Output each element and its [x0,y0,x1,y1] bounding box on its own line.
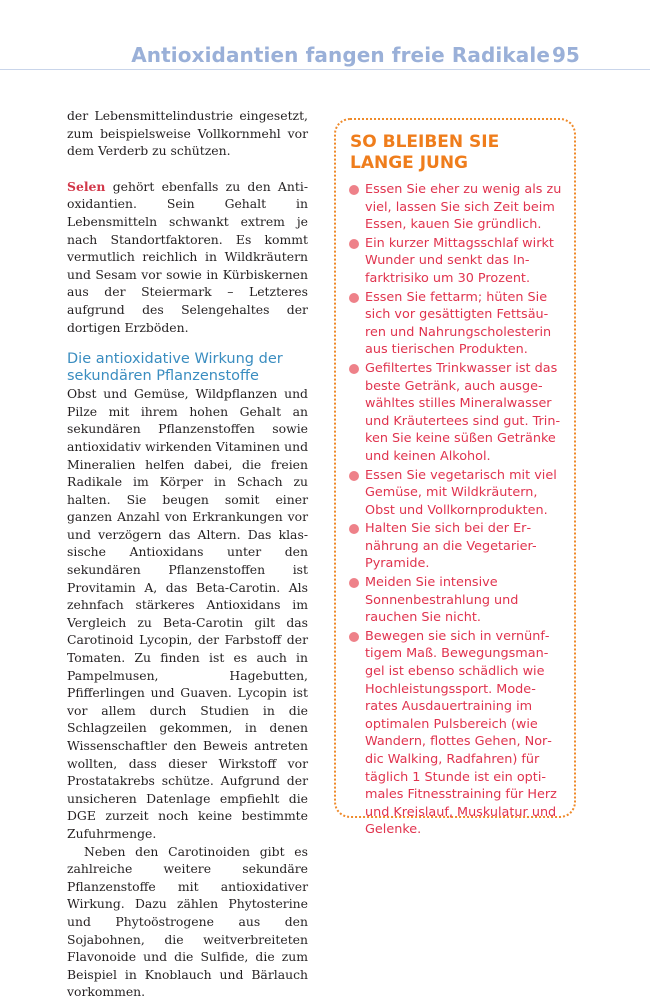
tip-item [349,574,563,627]
tip-text: Halten Sie sich bei der Ernährung an die Vegetarier-Pyramide. [365,521,537,572]
tip-item [349,181,563,234]
bullet-dot-icon [349,364,359,374]
tip-box-title: SO BLEIBEN SIE LANGE JUNG [350,132,500,173]
tip-box [334,118,576,838]
tip-text: Meiden Sie intensive Sonnenbestrahlung und rauchen Sie nicht. [365,575,519,626]
paragraph-pflanzenstoffe: Obst und Gemüse, Wildpflanzen und Pilze mit ihrem hohen Gehalt an sekundären Pflanzenstoffen sowie antioxidativ wirkenden Vitaminen und Mineralien helfen dabei, die freien Radikale im Körper in Schach zu halten. Sie beugen somit einer ganzen Anzahl von Erkrankungen vor und verzögern das Altern. Das klassische Antioxidans unter den sekundären Pflanzenstoffen ist Provitamin A, das Beta-Carotin. Als zehnfach stärkeres Antioxidans im Vergleich zu Beta-Carotin gilt das Carotinoid Lycopin, der Farbstoff der Tomaten. Zu finden ist es auch in Pampelmusen, Hagebutten, Pfifferlingen und Guaven. Lycopin ist vor allem durch Studien in die Schlagzeilen gekommen, in denen Wissenschaftler den Beweis antreten wollten, dass dieser Wirkstoff vor Prostatakrebs schütze. Aufgrund der unsicheren Datenlage empfiehlt die DGE zurzeit noch keine bestimmte Zufuhrmenge. [67,386,308,841]
paragraph-selen [67,178,308,336]
tip-text: Essen Sie fettarm; hüten Sie sich vor gesättigten Fettsäuren und Nahrungscholesterin aus tierischen Produkten. [365,289,552,358]
paragraph-continued: der Lebensmittelindustrie eingesetzt, zum beispielsweise Vollkornmehl vor dem Verderb zu schützen. [67,108,308,159]
bullet-dot-icon [349,524,359,534]
tip-text: Essen Sie vegetarisch mit viel Gemüse, mit Wildkräutern, Obst und Vollkornprodukten. [365,467,557,518]
page-number: 95 [552,43,580,67]
tip-text: Essen Sie eher zu wenig als zu viel, lassen Sie sich Zeit beim Essen, kauen Sie gründlich. [365,182,562,233]
bullet-dot-icon [349,239,359,249]
tip-item [349,235,563,288]
paragraph-spacer [67,160,308,178]
keyword-selen: Selen [67,178,106,194]
tip-item [349,360,563,466]
tip-text: Bewegen sie sich in vernünftigem Maß. Bewegungsmangel ist ebenso schädlich wie Hochleistungssport. Moderates Ausdauertraining im optimalen Pulsbereich (wie Wandern, flottes Gehen, Nordic Walking, Radfahren) für täglich 1 Stunde ist ein optimales Fitnesstraining für Herz und Kreislauf, Muskulatur und Gelenke. [365,628,557,838]
tip-item [349,467,563,520]
paragraph-carotinoide: Neben den Carotinoiden gibt es zahlreiche weitere sekundäre Pflanzenstoffe mit antioxidativer Wirkung. Dazu zählen Phytosterine und Phytoöstrogene aus den Sojabohnen, die weitverbreiteten Flavonoide und die Sulfide, die zum Beispiel in Knoblauch und Bärlauch vorkommen. [67,843,308,1000]
running-head-title: Antioxidantien fangen freie Radikale [131,43,550,67]
tip-text: Ein kurzer Mittagsschlaf wirkt Wunder und senkt das Infarktrisiko um 30 Prozent. [365,235,554,286]
tip-text: Gefiltertes Trinkwasser ist das beste Getränk, auch ausgewähltes stilles Mineralwasser und Kräutertees sind gut. Trinken Sie keine süßen Getränke und keinen Alkohol. [365,360,561,464]
bullet-dot-icon [349,293,359,303]
tip-list [349,181,563,840]
bullet-dot-icon [349,632,359,642]
bullet-dot-icon [349,578,359,588]
main-text-column [67,107,308,1001]
bullet-dot-icon [349,471,359,481]
page-header [0,0,650,70]
tip-item [349,628,563,839]
section-heading: Die antioxidative Wirkung der sekundären Pflanzenstoffe [67,351,283,385]
tip-item [349,289,563,359]
bullet-dot-icon [349,185,359,195]
paragraph-selen-text: gehört ebenfalls zu den Antioxidantien. Sein Gehalt in Lebensmitteln schwankt extrem je nach Standortfaktoren. Es kommt vermutlich reichlich in Wildkräutern und Sesam vor sowie in Kürbiskernen aus der Steiermark – Letzteres aufgrund des Selengehaltes der dortigen Erzböden. [67,178,308,335]
tip-item [349,520,563,573]
header-rule [0,69,650,70]
